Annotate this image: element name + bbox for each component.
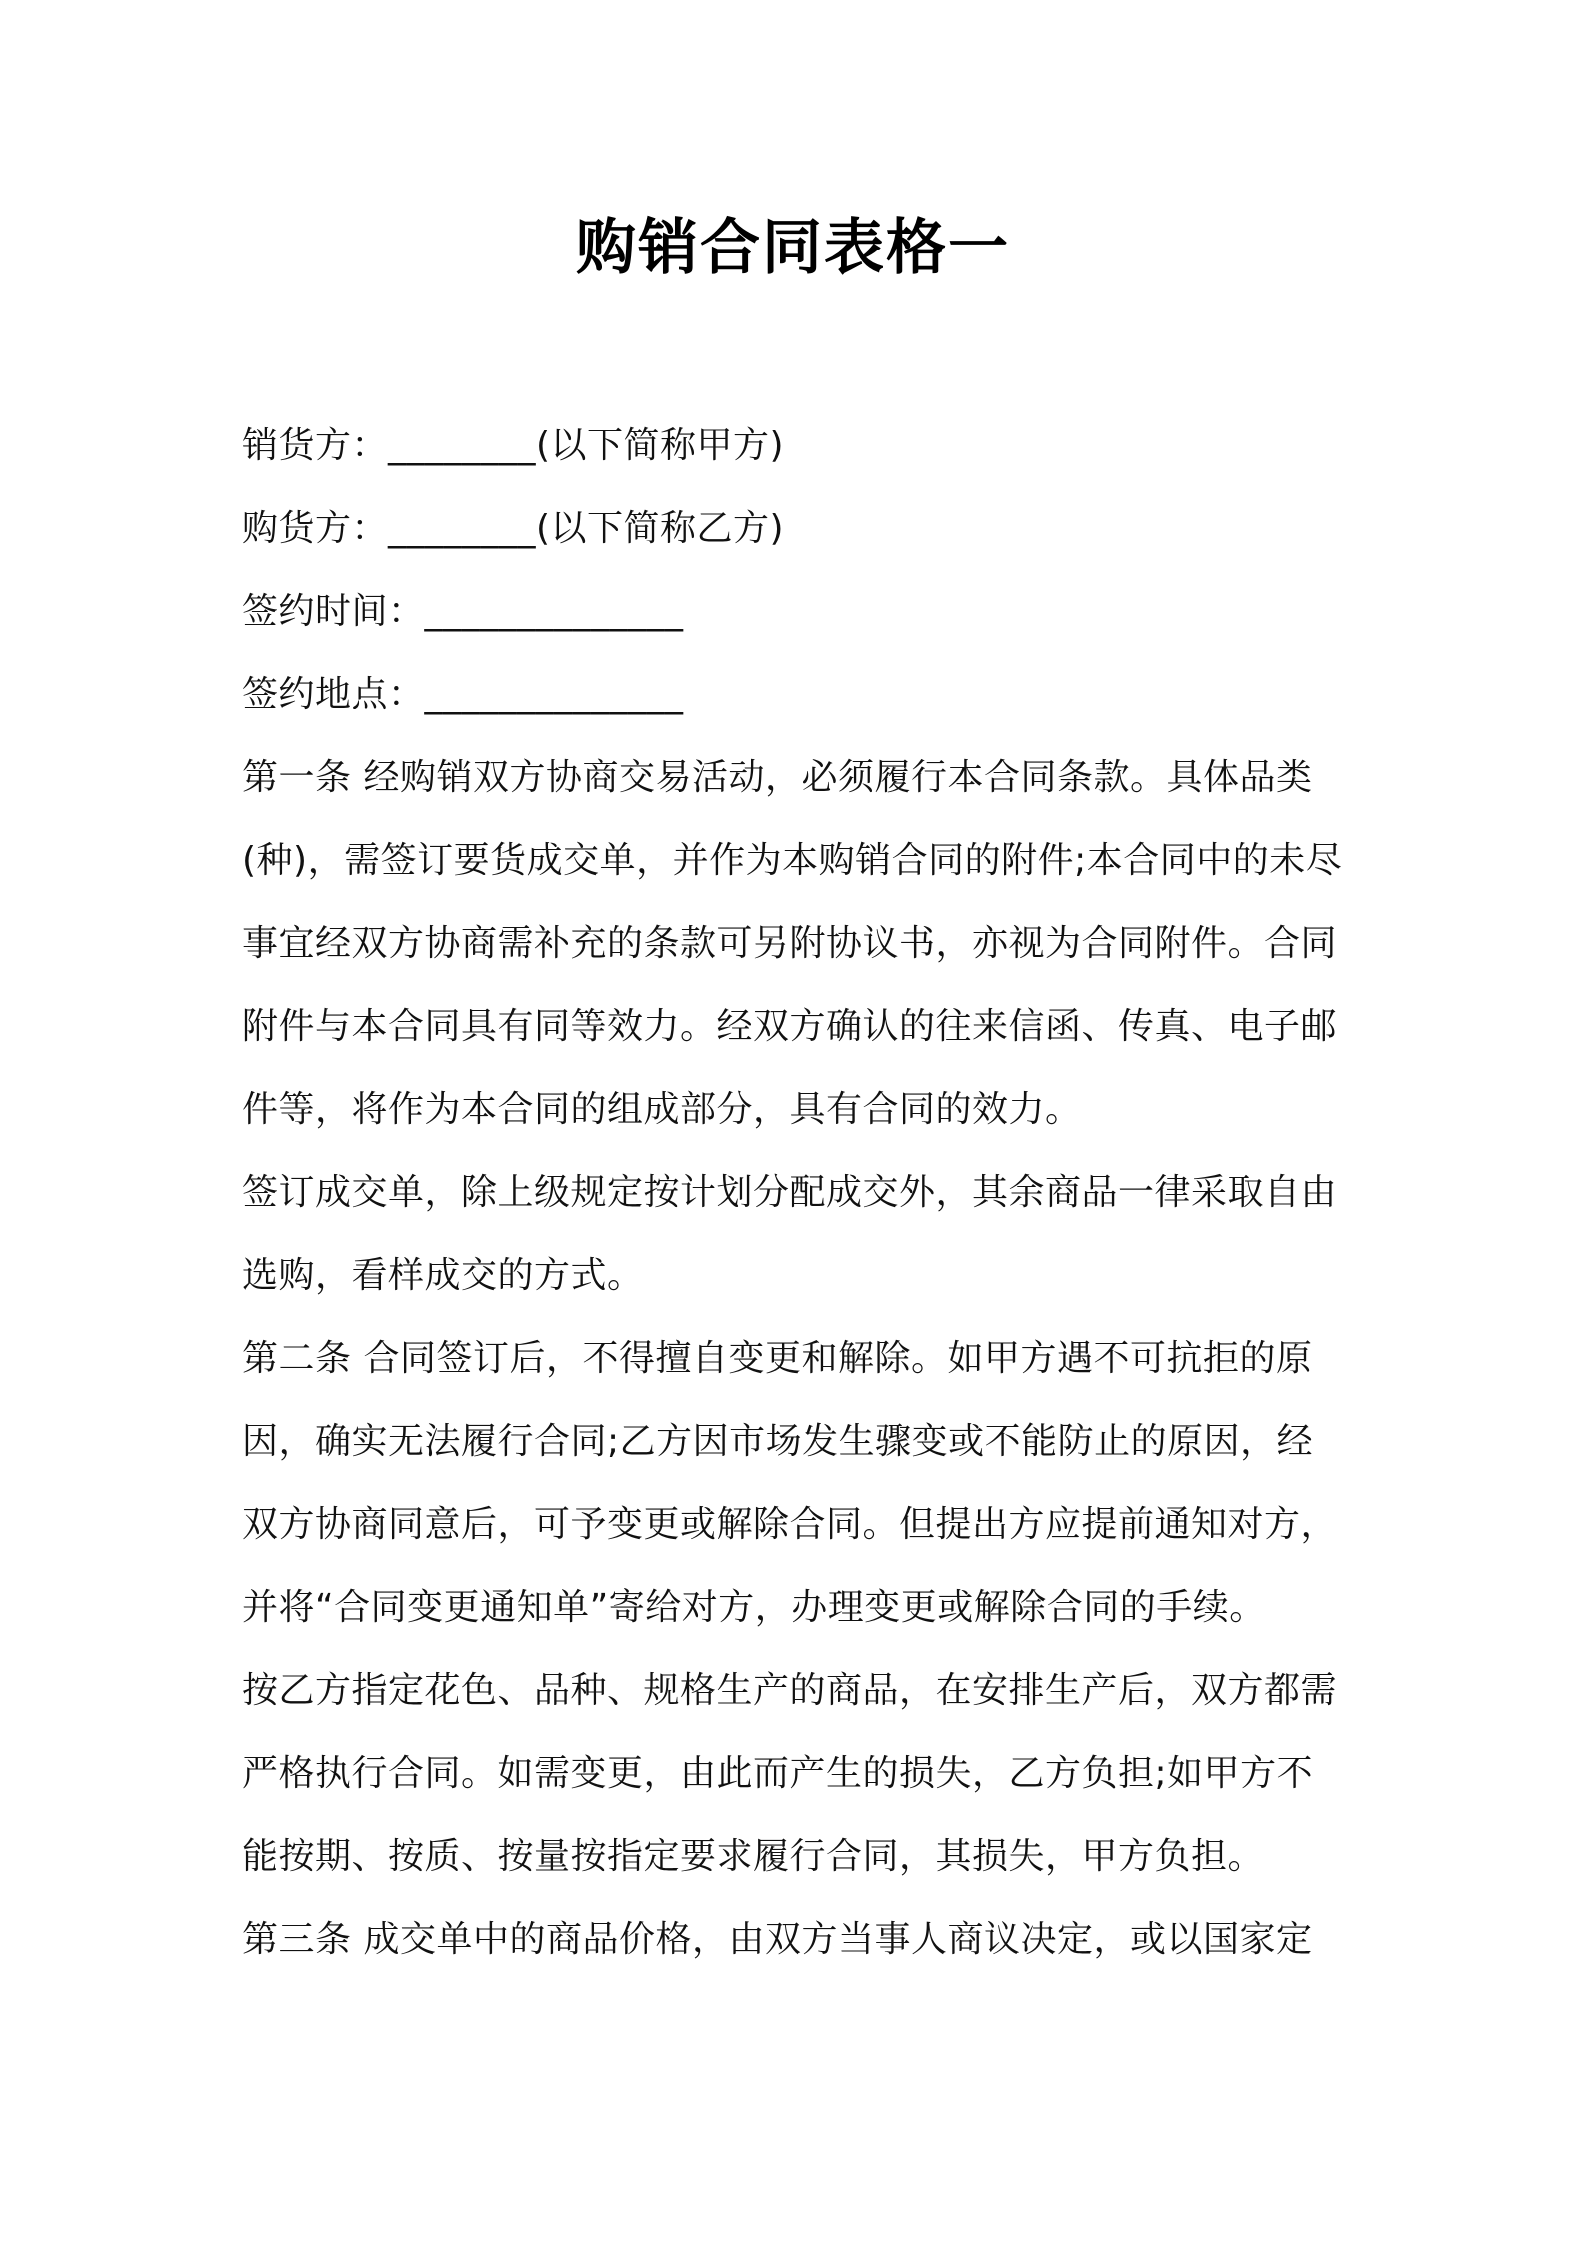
article-1-line: (种)，需签订要货成交单，并作为本购销合同的附件;本合同中的未尽 [242,840,1343,881]
article-2-line: 双方协商同意后，可予变更或解除合同。但提出方应提前通知对方， [242,1504,1338,1545]
article-1-line: 第一条 经购销双方协商交易活动，必须履行本合同条款。具体品类 [242,757,1313,798]
seller-line: 销货方：________(以下简称甲方) [242,425,785,466]
article-2-line: 因，确实无法履行合同;乙方因市场发生骤变或不能防止的原因，经 [242,1421,1314,1462]
article-2-supplement-line: 能按期、按质、按量按指定要求履行合同，其损失，甲方负担。 [242,1836,1265,1877]
document-body [242,404,1352,1981]
article-1-line: 件等，将作为本合同的组成部分，具有合同的效力。 [242,1089,1082,1130]
article-1-line: 附件与本合同具有同等效力。经双方确认的往来信函、传真、电子邮 [242,1006,1338,1047]
article-2-line: 第二条 合同签订后，不得擅自变更和解除。如甲方遇不可抗拒的原 [242,1338,1313,1379]
article-1-supplement-line: 选购，看样成交的方式。 [242,1255,644,1296]
article-1-line: 事宜经双方协商需补充的条款可另附协议书，亦视为合同附件。合同 [242,923,1338,964]
article-1-supplement-line: 签订成交单，除上级规定按计划分配成交外，其余商品一律采取自由 [242,1172,1338,1213]
document-title: 购销合同表格一 [576,213,1010,283]
signing-date-line: 签约时间：______________ [242,591,684,632]
article-2-line: 并将“合同变更通知单”寄给对方，办理变更或解除合同的手续。 [242,1587,1266,1628]
article-3-line: 第三条 成交单中的商品价格，由双方当事人商议决定，或以国家定 [242,1919,1313,1960]
buyer-line: 购货方：________(以下简称乙方) [242,508,785,549]
article-2-supplement-line: 严格执行合同。如需变更，由此而产生的损失，乙方负担;如甲方不 [242,1753,1314,1794]
signing-place-line: 签约地点：______________ [242,674,684,715]
article-2-supplement-line: 按乙方指定花色、品种、规格生产的商品，在安排生产后，双方都需 [242,1670,1338,1711]
